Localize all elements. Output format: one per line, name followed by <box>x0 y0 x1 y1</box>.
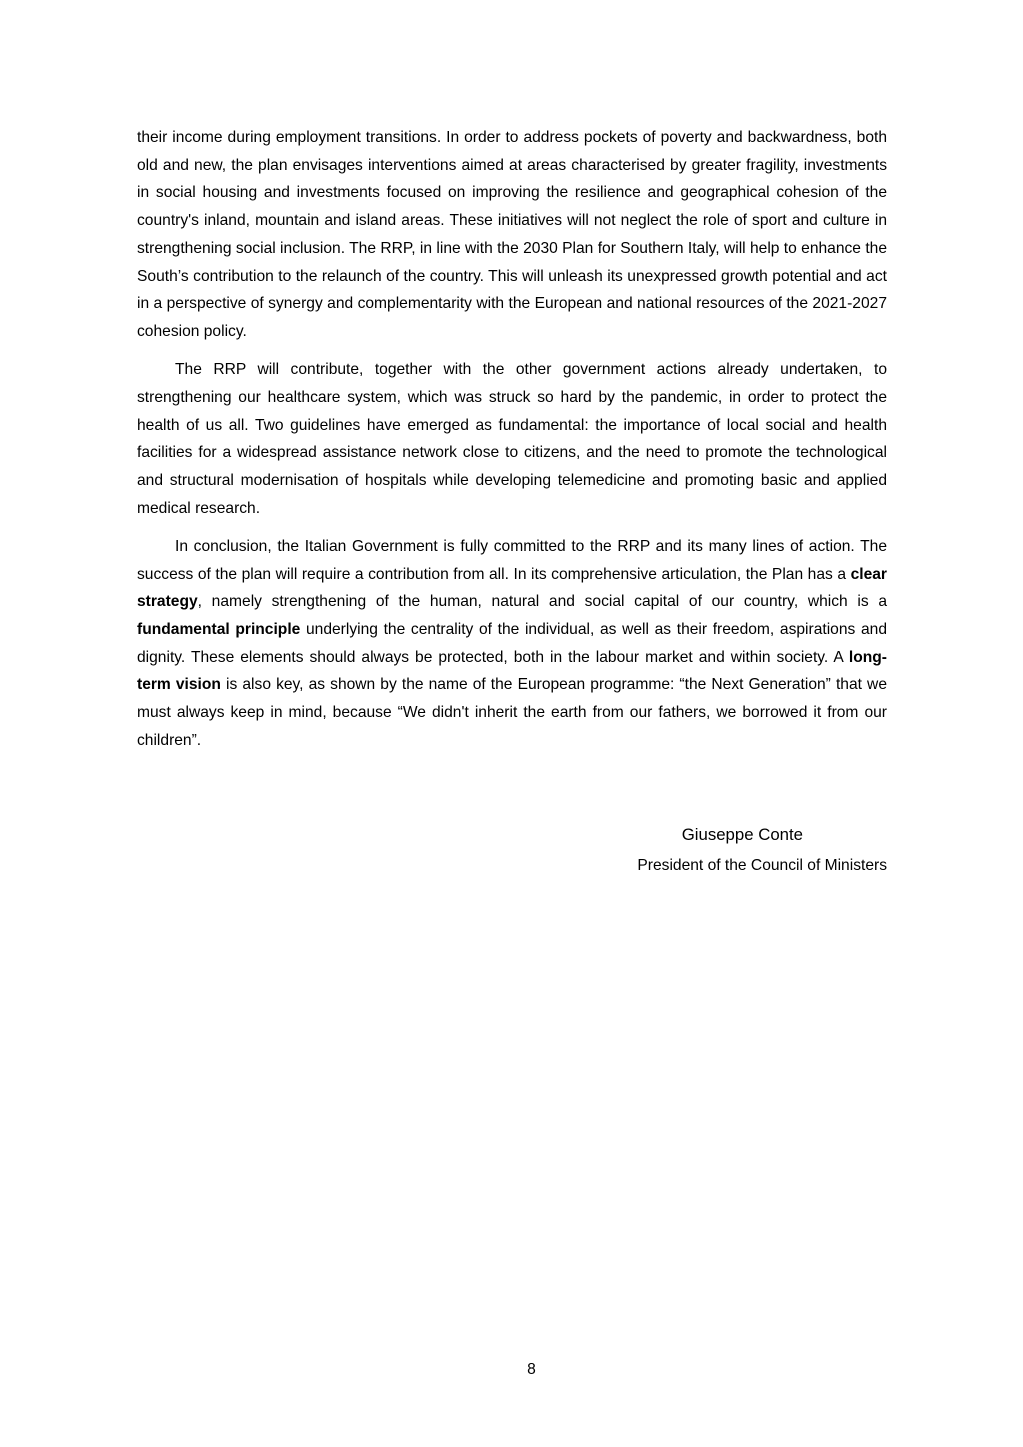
signatory-title: President of the Council of Ministers <box>637 857 887 874</box>
emphasized-text: long-term vision <box>137 648 887 694</box>
emphasized-text: clear strategy <box>137 565 887 611</box>
paragraph-text: The RRP will contribute, together with the other government actions already undertaken, to strengthening our healthcare system, which was struck so hard by the pandemic, in order to protect the health of us all. Two guidelines have emerged as fundamental: the importance of local social and health facilities for a widespread assistance network close to citizens, and the need to promote the technological and structural modernisation of hospitals while developing telemedicine and promoting basic and applied medical research. <box>137 361 887 517</box>
signature-block <box>637 823 887 878</box>
signatory-name: Giuseppe Conte <box>681 825 803 844</box>
paragraph-text: , namely strengthening of the human, natural and social capital of our country, which is a <box>197 593 887 611</box>
emphasized-text: fundamental principle <box>137 620 301 638</box>
page-number: 8 <box>527 1361 536 1378</box>
body-paragraph <box>137 124 887 346</box>
paragraph-text: In conclusion, the Italian Government is fully committed to the RRP and its many lines of action. The success of the plan will require a contribution from all. In its comprehensive articulation, the Plan has a <box>137 537 887 583</box>
document-body <box>137 124 887 765</box>
body-paragraph <box>137 356 887 522</box>
body-paragraph <box>137 533 887 755</box>
paragraph-text: their income during employment transitions. In order to address pockets of poverty and backwardness, both old and new, the plan envisages interventions aimed at areas characterised by greater fragility, investments in social housing and investments focused on improving the resilience and geographical cohesion of the country's inland, mountain and island areas. These initiatives will not neglect the role of sport and culture in strengthening social inclusion. The RRP, in line with the 2030 Plan for Southern Italy, will help to enhance the South’s contribution to the relaunch of the country. This will unleash its unexpressed growth potential and act in a perspective of synergy and complementarity with the European and national resources of the 2021-2027 cohesion policy. <box>137 129 887 340</box>
paragraph-text: underlying the centrality of the individual, as well as their freedom, aspirations and dignity. These elements should always be protected, both in the labour market and within society. A <box>137 620 887 666</box>
paragraph-text: is also key, as shown by the name of the European programme: “the Next Generation” that we must always keep in mind, because “We didn't inherit the earth from our fathers, we borrowed it from our children”. <box>137 676 887 749</box>
